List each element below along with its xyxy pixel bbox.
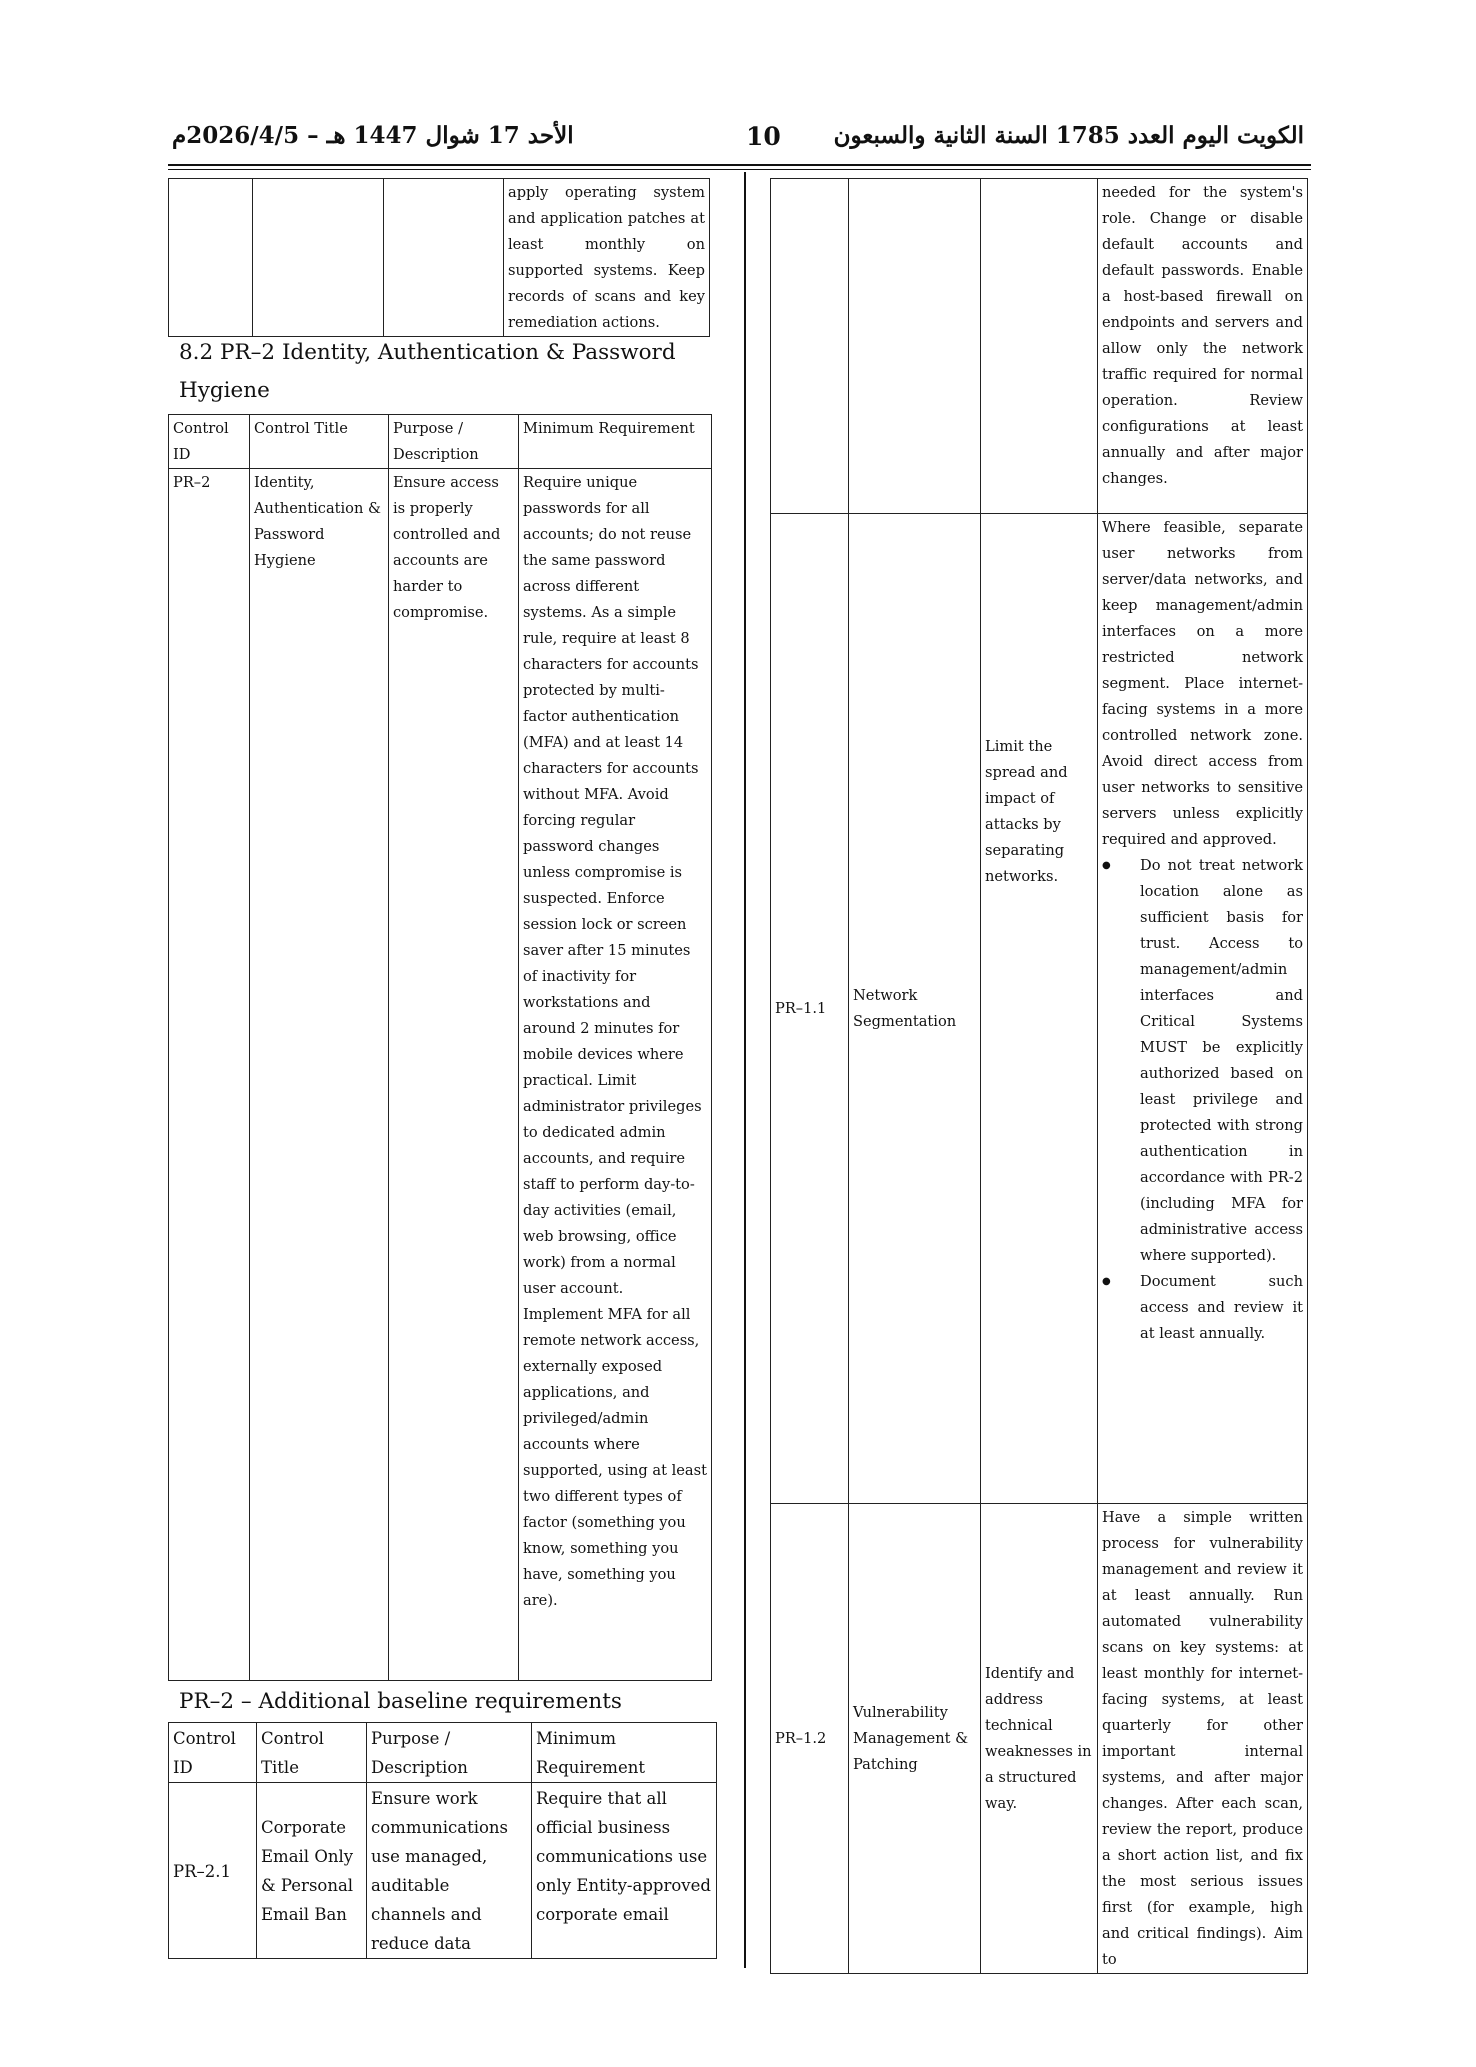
section-heading-pr2-additional: PR–2 – Additional baseline requirements <box>179 1689 622 1714</box>
pr2-table <box>168 414 712 1681</box>
header-purpose: Purpose / Description <box>367 1723 532 1783</box>
cell-control-id: PR–1.2 <box>771 1504 849 1974</box>
header-publication: الكويت اليوم العدد 1785 السنة الثانية والسبعون <box>833 122 1304 149</box>
cell-control-title: Network Segmentation <box>849 514 981 1504</box>
cell-control-id: PR–2 <box>169 469 250 1681</box>
bullet-item: ● Do not treat network location alone as sufficient basis for trust. Access to management/admin interfaces and Critical Systems MUST be explicitly authorized based on least privilege and protected with strong authentication in accordance with PR-2 (including MFA for administrative access where supported). <box>1140 853 1303 1269</box>
cell-empty <box>253 179 384 337</box>
bullet-item: ● Document such access and review it at least annually. <box>1140 1269 1303 1347</box>
cell-requirement: Have a simple written process for vulnerability management and review it at least annually. Run automated vulnerability scans on key systems: at least monthly for internet-facing systems, at least quarterly for other important internal systems, and after major changes. After each scan, review the report, produce a short action list, and fix the most serious issues first (for example, high and critical findings). Aim to <box>1098 1504 1308 1974</box>
header-control-title: Control Title <box>257 1723 367 1783</box>
header-purpose: Purpose / Description <box>389 415 519 469</box>
header-rule <box>168 164 1311 166</box>
header-rule-thin <box>168 169 1311 170</box>
section-heading-pr2: 8.2 PR–2 Identity, Authentication & Password Hygiene <box>179 340 676 403</box>
header-control-id: Control ID <box>169 1723 257 1783</box>
column-separator <box>744 172 746 1968</box>
cell-control-title: Identity, Authentication & Password Hygiene <box>250 469 389 1681</box>
cell-purpose: Limit the spread and impact of attacks by separating networks. <box>981 514 1098 1504</box>
cell-control-title: Corporate Email Only & Personal Email Ban <box>257 1783 367 1959</box>
cell-empty <box>169 179 253 337</box>
continuation-table-left <box>168 178 710 337</box>
pr1-table-right <box>770 178 1308 1974</box>
header-date: الأحد 17 شوال 1447 هـ – 2026/4/5م <box>172 122 574 149</box>
cell-empty <box>981 179 1098 514</box>
cell-requirement <box>1098 514 1308 1504</box>
cell-empty <box>771 179 849 514</box>
cell-purpose: Ensure work communications use managed, auditable channels and reduce data <box>367 1783 532 1959</box>
requirement-bullets <box>1102 853 1303 1347</box>
cell-control-id: PR–2.1 <box>169 1783 257 1959</box>
cell-requirement: needed for the system's role. Change or disable default accounts and default passwords. Enable a host-based firewall on endpoints and servers and allow only the network traffic required for normal operation. Review configurations at least annually and after major changes. <box>1098 179 1308 514</box>
pr21-table <box>168 1722 717 1959</box>
cell-empty <box>384 179 504 337</box>
cell-requirement: apply operating system and application patches at least monthly on supported systems. Keep records of scans and key remediation actions. <box>504 179 710 337</box>
header-control-id: Control ID <box>169 415 250 469</box>
cell-requirement: Require that all official business communications use only Entity-approved corporate email <box>532 1783 717 1959</box>
cell-control-title: Vulnerability Management & Patching <box>849 1504 981 1974</box>
cell-requirement: Require unique passwords for all accounts; do not reuse the same password across different systems. As a simple rule, require at least 8 characters for accounts protected by multi-factor authentication (MFA) and at least 14 characters for accounts without MFA. Avoid forcing regular password changes unless compromise is suspected. Enforce session lock or screen saver after 15 minutes of inactivity for workstations and around 2 minutes for mobile devices where practical. Limit administrator privileges to dedicated admin accounts, and require staff to perform day-to-day activities (email, web browsing, office work) from a normal user account. Implement MFA for all remote network access, externally exposed applications, and privileged/admin accounts where supported, using at least two different types of factor (something you know, something you have, something you are). <box>519 469 712 1681</box>
page-number: 10 <box>746 122 781 151</box>
cell-empty <box>849 179 981 514</box>
requirement-text: Where feasible, separate user networks from server/data networks, and keep management/admin interfaces on a more restricted network segment. Place internet-facing systems in a more controlled network zone. Avoid direct access from user networks to sensitive servers unless explicitly required and approved. <box>1102 519 1303 848</box>
cell-control-id: PR–1.1 <box>771 514 849 1504</box>
header-requirement: Minimum Requirement <box>532 1723 717 1783</box>
header-control-title: Control Title <box>250 415 389 469</box>
header-requirement: Minimum Requirement <box>519 415 712 469</box>
cell-purpose: Ensure access is properly controlled and accounts are harder to compromise. <box>389 469 519 1681</box>
cell-purpose: Identify and address technical weaknesses in a structured way. <box>981 1504 1098 1974</box>
